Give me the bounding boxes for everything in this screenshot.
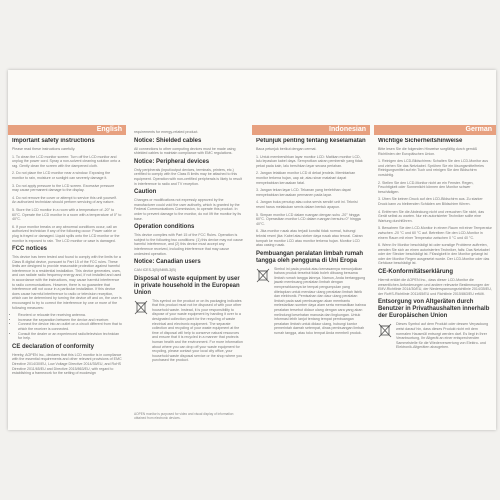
section-heading: Petunjuk penting tentang keselamatan [256,138,366,144]
section-heading: CE declaration of conformity [12,343,95,350]
language-label: German [465,126,492,133]
weee-block [378,322,492,353]
crossed-bin-icon [378,322,392,338]
instruction-item: 5. Simpan monitor LCD dalam ruangan dengan suhu -20° hingga 60°C. Operasikan monitor LCD dalam ruangan bersuhu 0° hingga 40°C. [256,212,361,226]
instruction-item: 3. Do not apply pressure to the LCD screen. Excessive pressure may cause permanent damage to the display. [12,183,115,193]
body-text: Dieses Symbol auf dem Produkt oder dessen Verpackung weist darauf hin, dass dieses Produkt nicht mit dem normalen Hausmüll entsorgt werden darf. Es liegt in Ihrer Verantwortung, Ihr Altgerät an einer entsprechenden Sammelstelle für die Wiederverwertung von Elektro- und Elektronik-Altgeräten abzugeben. [396,322,489,350]
list-item: • Increase the separation between the device and receiver. [18,318,122,323]
instruction-item: 6. Wenn Ihr Monitor beschädigt ist oder sonstige Probleme auftreten, wenden Sie sich an einen autorisierten Techniker, falls: Das Netzkabel oder der Stecker beschädigt ist. Flüssigkeit in den Monitor gelangt ist oder der Monitor Regen ausgesetzt wurde. Der LCD-Monitor oder das Gehäuse beschädigt ist. [378,243,490,266]
crossed-bin-icon [256,267,270,283]
body-text: This symbol on the product or on its packaging indicates that this product must not be disposed of with your other household waste. Instead, it is your responsibility to dispose of your waste equipment by handing it over to a designated collection point for the recycling of waste electrical and electronic equipment. The separate collection and recycling of your waste equipment at the time of disposal will help to conserve natural resources and ensure that it is recycled in a manner that protects human health and the environment. For more information about where you can drop off your waste equipment for recycling, please contact your local city office, your household waste disposal service or the shop where you purchased the product. [152,298,243,363]
body-text: Changes or modifications not expressly approved by the manufacturer could void the user authority, which is granted by the Federal Communications Commission, to operate this product. In order to prevent damage to the monitor, do not lift the monitor by its base. [134,198,242,221]
language-label: English [96,126,122,133]
fcc-text: This device has been tested and found to comply with the limits for a Class B digital device, pursuant to Part 15 of the FCC rules. These limits are designed to provide reasonable protection against harmful interference in a residential installation. This device generates, uses, and can radiate radio frequency energy and, if not installed and used in accordance with the instructions, may cause harmful interference to radio communications. However, there is no guarantee that interference will not occur in a particular installation. If this device does cause harmful interference to radio or television reception, which can be determined by turning the device off and on, the user is encouraged to try to correct the interference by one or more of the following measures: [12,255,122,310]
section-heading: FCC notices [12,246,48,253]
instruction-item: 3. Jangan tekan layar LCD. Tekanan yang berlebihan dapat menyebabkan kerusakan permanen pada layar. [256,188,351,197]
body-text: Only peripherals (input/output devices, terminals, printers, etc.) certified to comply with the Class B limits may be attached to this equipment. Operation with non-certified peripherals is likely to result in interference to radio and TV reception. [134,167,242,186]
language-label: Indonesian [329,126,366,133]
instruction-item: 4. Do not remove the cover or attempt to service this unit yourself. An authorized technician should perform servicing of any nature. [12,195,117,205]
section-heading: Disposal of waste equipment by user in private household in the European Union [134,275,240,296]
intro-text: Baca petunjuk berikut dengan cermat. [256,147,317,151]
list-item: • Consult the dealer or an experienced radio/television technician for help. [18,332,122,341]
instruction-item: 6. Jika monitor rusak atau terjadi kondisi tidak normal, hubungi teknisi resmi jika: Kabel atau steker daya rusak atau terurai. Cairan tumpah ke monitor LCD atau monitor terkena hujan. Monitor LCD atau casing rusak. [256,229,363,248]
weee-block [134,299,244,366]
body-text: Hiermit erklärt die AOPEN Inc., dass dieser LCD-Monitor die wesentlichen Anforderungen und andere relevante Bestimmungen der EMV-Richtlinie 2014/30/EU, der Niederspannungsrichtlinie 2014/35/EU, der RoHS-Richtlinie 2011/65/EU und Richtlinie 2015/863/EU erfüllt. [378,278,492,296]
section-heading: Entsorgung von Altgeräten durch Benutzer in Privathaushalten innerhalb der Europäischen Union [378,299,490,320]
language-band-indonesian [252,125,370,135]
instruction-item: 6. If your monitor breaks or any abnormal conditions occur, call an authorized technician if any of the following occur: Power cable or plug is frayed or damaged. Liquid spills onto the LCD monitor or the monitor is exposed to rain. The LCD monitor or case is damaged. [12,224,120,243]
language-band-german [374,125,496,135]
footnote: AOPEN monitor is purposed for video and visual display of information obtained from electronic devices. [134,412,234,420]
column-english-1 [8,138,126,430]
fcc-list [12,313,122,341]
section-heading: Operation conditions [134,224,195,231]
body-text: This device complies with Part 15 of the FCC Rules. Operation is subject to the following two conditions: (1) this device may not cause harmful interference, and (2) this device must accept any interference received, including interference that may cause undesired operation. [134,233,243,256]
section-heading: CE-Konformitätserklärung [378,269,454,276]
weee-block [256,267,366,339]
instruction-item: 2. Stellen Sie den LCD-Monitor nicht an ein Fenster. Regen, Feuchtigkeit oder Sonnenlicht können den Monitor schwer beschädigen. [378,180,474,194]
instruction-item: 1. To clean the LCD monitor screen: Turn off the LCD monitor and unplug the power cord. Spray a non-solvent cleaning solution onto a rag. Gently clean the screen with the dampened cloth. [12,154,121,168]
column-german [374,138,496,430]
section-heading: Notice: Peripheral devices [134,158,210,165]
body-text: CAN ICES-3(B)/NMB-3(B) [134,268,176,273]
crossed-bin-icon [134,299,148,315]
ce-text: Hereby, AOPEN Inc., declares that this LCD monitor is in compliance with the essential requirements and other relevant provisions of EMC Directive 2014/30/EU, Low Voltage Directive 2014/35/EU, and RoHS Directive 2011/65/EU and Directive 2015/863/EU, with regard to establishing a framework for the setting of ecodesign [12,352,122,376]
instruction-item: 3. Üben Sie keinen Druck auf den LCD-Bildschirm aus. Zu starker Druck kann zu bleibenden Schäden am Bildschirm führen. [378,197,483,206]
instruction-item: 5. Store the LCD monitor in a room with a temperature of -20° to 60°C. Operate the LCD monitor in a room with a temperature of 0° to 40°C. [12,207,122,222]
intro-text: Bitte lesen Sie die folgenden Hinweise sorgfältig durch gemäß Richtlinien der Europäischen Union. [378,147,477,156]
section-heading: Caution [134,189,157,196]
instruction-item: 4. Entfernen Sie die Abdeckung nicht und versuchen Sie nicht, das Gerät selbst zu warten. Nur ein autorisierter Techniker sollte eine Wartung durchführen. [378,209,485,223]
section-heading: Notice: Canadian users [134,259,201,266]
instruction-item: 1. Untuk membersihkan layar monitor LCD: Matikan monitor LCD, lalu lepaskan kabel daya. Semprotkan cairan pembersih yang tidak pekat pada kain, lalu bersihkan layar secara perlahan. [256,154,363,168]
body-text: All connections to other computing devices must be made using shielded cables to maintain compliance with EMC regulations. [134,146,236,156]
column-indonesian [252,138,370,430]
list-item: • Connect the device into an outlet on a circuit different from that to which the receiver is connected. [18,322,122,331]
instruction-item: 1. Reinigen des LCD-Bildschirms: Schalten Sie den LCD-Monitor aus und ziehen Sie das Netzkabel. Sprühen Sie ein lösungsmittelfreies Reinigungsmittel auf ein Tuch und reinigen Sie den Bildschirm vorsichtig. [378,159,489,177]
body-text: Simbol ini pada produk atau kemasannya menunjukkan bahwa produk tersebut tidak boleh dibuang bersama limbah rumah tangga lainnya. Namun, Anda bertanggung jawab membuang peralatan limbah dengan menyerahkannya ke tempat pengumpulan yang ditetapkan untuk mendaur ulang peralatan limbah listrik dan elektronik. Pemisahan dan daur ulang peralatan limbah pada saat pembuangan akan membantu melestarikan sumber daya alam serta memastikan bahwa peralatan tersebut didaur ulang dengan cara yang akan melindungi kesehatan manusia dan lingkungan. Untuk informasi lebih lanjut tentang tempat pembuangan peralatan limbah untuk didaur ulang, hubungi kantor pemerintah daerah setempat, dinas pembuangan limbah rumah tangga, atau toko tempat Anda membeli produk. [274,266,366,335]
instruction-item: 2. Do not place the LCD monitor near a window. Exposing the monitor to rain, moisture or sunlight can severely damage it. [12,171,111,180]
instruction-item: 5. Bewahren Sie den LCD-Monitor in einem Raum mit einer Temperatur zwischen -20 °C und 60 °C auf. Betreiben Sie den LCD-Monitor in einem Raum mit einer Temperatur zwischen 0 °C und 40 °C. [378,226,492,240]
column-english-2 [130,130,248,430]
manual-page [8,70,496,430]
intro-text: Please read these instructions carefully. [12,147,76,151]
instruction-item: 2. Jangan letakkan monitor LCD di dekat jendela. Membiarkan monitor terkena hujan, uap air, atau sinar matahari dapat menyebabkan kerusakan fatal. [256,171,356,185]
section-heading: Wichtige Sicherheitshinweise [378,138,463,144]
continued-text: requirements for energy-related product. [134,130,199,134]
section-heading: Notice: Shielded cables [134,137,202,144]
language-band-english [8,125,126,135]
list-item: • Reorient or relocate the receiving antenna. [18,313,122,318]
section-heading: Pembuangan peralatan limbah rumah tangga oleh pengguna di Uni Eropa [256,250,364,264]
instruction-item: 4. Jangan buka penutup atau coba servis sendiri unit ini. Teknisi resmi harus melakukan servis dalam bentuk apapun. [256,200,358,209]
section-heading: Important safety instructions [12,138,95,144]
